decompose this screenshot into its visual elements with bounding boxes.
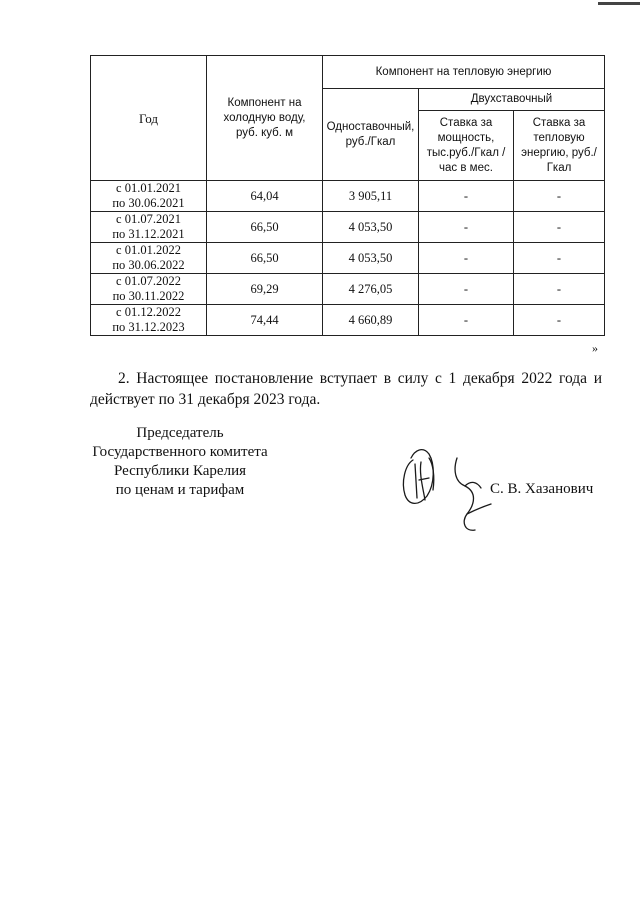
page-edge-mark [598,2,640,5]
energy-rate-value: - [514,305,605,336]
table-row [91,181,605,212]
effective-date-paragraph: 2. Настоящее постановление вступает в силу с 1 декабря 2022 года и действует по 31 декабря 2023 года. [90,369,602,408]
header-single-rate: Одноставочный, руб./Гкал [323,89,419,181]
signatory-line: Председатель [136,425,224,441]
period-to: по 31.12.2021 [112,227,185,241]
period-from: с 01.01.2021 [116,181,181,195]
period-from: с 01.01.2022 [116,243,181,257]
header-year: Год [91,56,207,181]
period-to: по 30.06.2021 [112,196,185,210]
period-from: с 01.07.2021 [116,212,181,226]
header-heat-component: Компонент на тепловую энергию [323,56,605,89]
capacity-rate-value: - [419,274,514,305]
cold-water-value: 69,29 [207,274,323,305]
table-row [91,274,605,305]
period-from: с 01.12.2022 [116,305,181,319]
period-from: с 01.07.2022 [116,274,181,288]
handwritten-signature [395,440,505,535]
cold-water-value: 74,44 [207,305,323,336]
signatory-line: по ценам и тарифам [115,482,245,498]
capacity-rate-value: - [419,305,514,336]
signer-name: С. В. Хазанович [490,481,594,497]
cold-water-value: 64,04 [207,181,323,212]
energy-rate-value: - [514,274,605,305]
single-rate-value: 4 276,05 [323,274,419,305]
tariff-table [90,55,605,336]
capacity-rate-value: - [419,243,514,274]
header-energy-rate: Ставка за тепловую энергию, руб./Гкал [514,111,605,181]
energy-rate-value: - [514,181,605,212]
single-rate-value: 4 053,50 [323,212,419,243]
single-rate-value: 4 660,89 [323,305,419,336]
table-row [91,212,605,243]
signatory-line: Государственного комитета [92,444,268,460]
capacity-rate-value: - [419,181,514,212]
header-two-rate: Двухставочный [419,89,605,111]
period-cell [91,212,207,243]
period-cell [91,274,207,305]
period-to: по 31.12.2023 [112,320,185,334]
table-row [91,243,605,274]
table-row [91,305,605,336]
period-cell [91,305,207,336]
energy-rate-value: - [514,212,605,243]
single-rate-value: 4 053,50 [323,243,419,274]
period-cell [91,243,207,274]
header-cold-water: Компонент на холодную воду, руб. куб. м [207,56,323,181]
cold-water-value: 66,50 [207,212,323,243]
closing-quote: » [592,341,598,355]
capacity-rate-value: - [419,212,514,243]
period-to: по 30.06.2022 [112,258,185,272]
period-cell [91,181,207,212]
header-capacity-rate: Ставка за мощность, тыс.руб./Гкал / час в мес. [419,111,514,181]
period-to: по 30.11.2022 [112,289,185,303]
signatory-line: Республики Карелия [113,463,247,479]
single-rate-value: 3 905,11 [323,181,419,212]
cold-water-value: 66,50 [207,243,323,274]
energy-rate-value: - [514,243,605,274]
signatory-title [80,424,280,500]
